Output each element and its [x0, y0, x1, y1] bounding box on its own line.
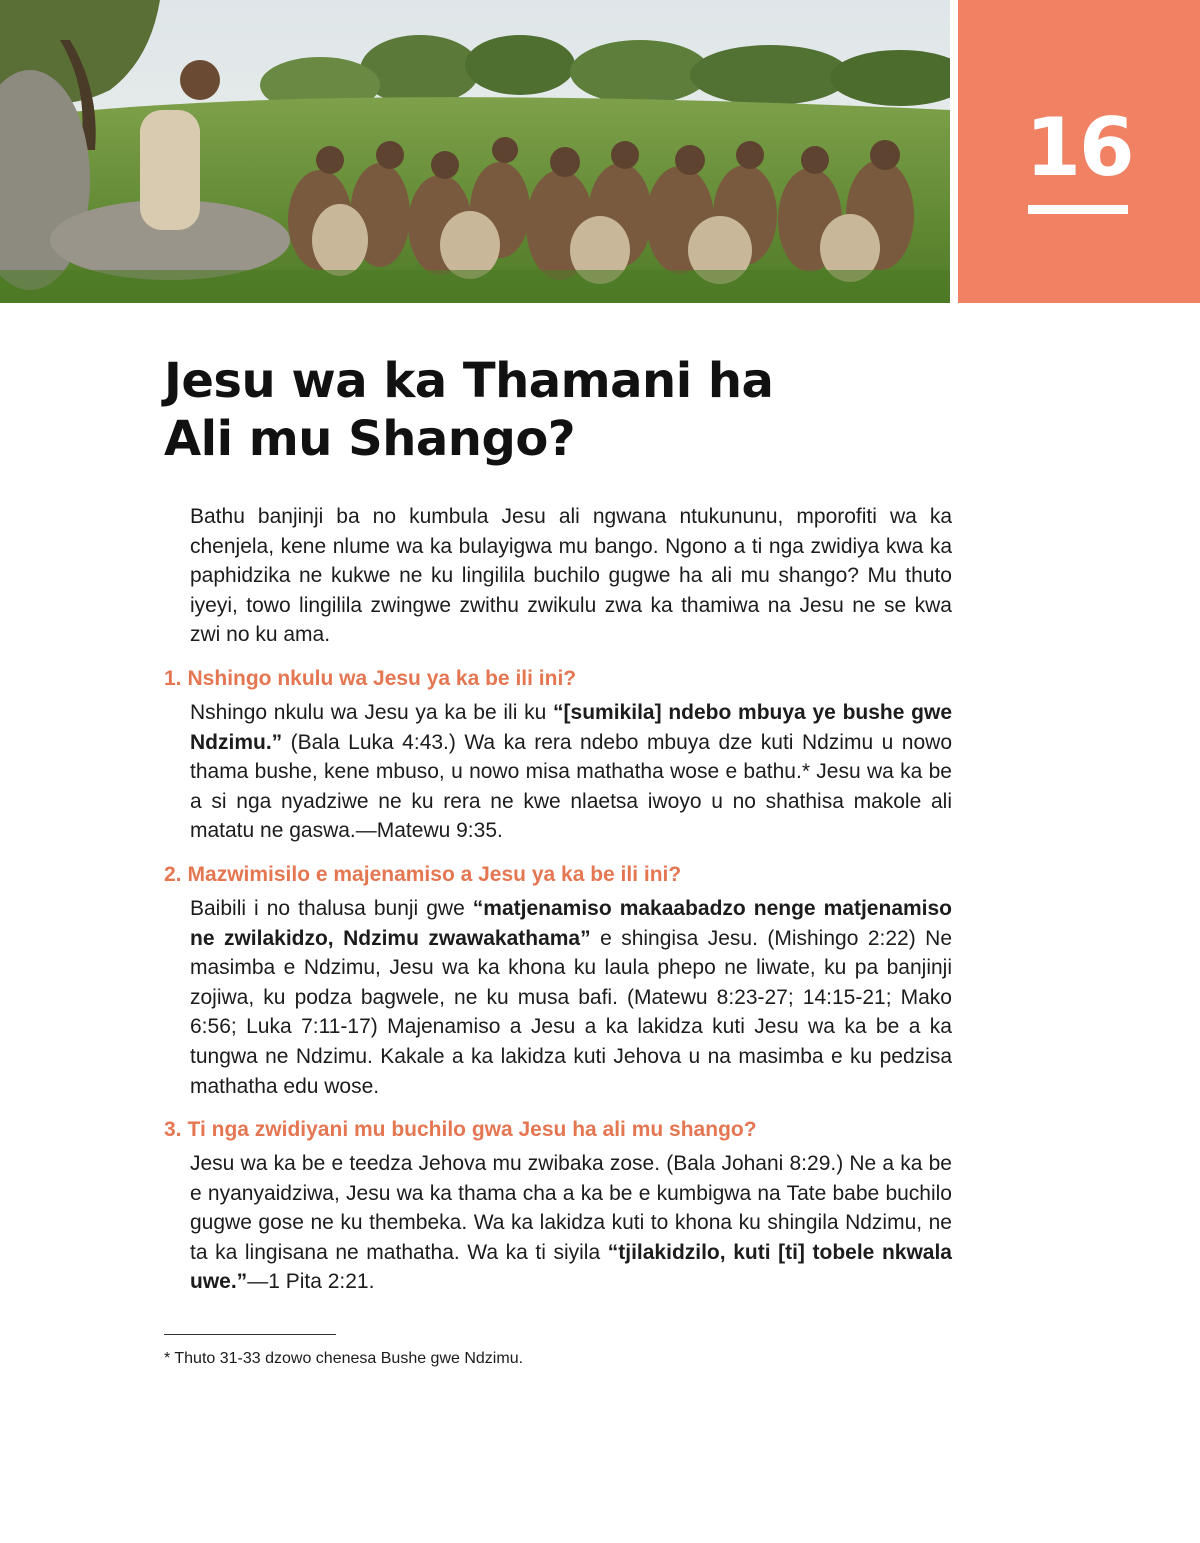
header-illustration [0, 0, 950, 303]
answer-paragraph [190, 1149, 952, 1297]
intro-paragraph: Bathu banjinji ba no kumbula Jesu ali ngwana ntukununu, mporofiti wa ka chenjela, kene nlume wa ka bulayigwa mu bango. Ngono a ti nga zwidiya kwa ka paphidzika ne kukwe ne ku lingilila buchilo gugwe ha ali mu shango? Mu thuto iyeyi, towo lingilila zwingwe zwithu zwikulu zwa ka thamiwa na Jesu ne se kwa zwi no ku ama. [190, 505, 952, 647]
question-text: Nshingo nkulu wa Jesu ya ka be ili ini? [187, 666, 577, 690]
chapter-number: 16 [1025, 101, 1133, 194]
page-title [164, 352, 944, 468]
answer-text: (Bala Luka 4:43.) Wa ka rera ndebo mbuya dze kuti Ndzimu u nowo thama bushe, kene mbuso, u nowo misa mathatha wose e bathu.* Jesu wa ka be a si nga nyadziwe ne ku rera ne kwe nlaetsa iwoyo u no shathisa makole ali matatu ne gaswa.—Matewu 9:35. [190, 730, 952, 843]
question-number: 2. [164, 862, 182, 886]
question-number: 1. [164, 666, 182, 690]
section-2 [164, 860, 952, 1101]
answer-text: Baibili i no thalusa bunji gwe [190, 896, 473, 920]
question-number: 3. [164, 1118, 182, 1142]
section-3 [164, 1115, 952, 1297]
chapter-number-box [958, 0, 1200, 303]
footnote-divider [164, 1334, 336, 1335]
answer-text: Nshingo nkulu wa Jesu ya ka be ili ku [190, 700, 554, 724]
question-heading [164, 1115, 952, 1145]
question-text: Ti nga zwidiyani mu buchilo gwa Jesu ha ali mu shango? [187, 1118, 757, 1142]
bold-quote: “tjilakidzilo, kuti [ti] tobele nkwala uwe.” [190, 1240, 952, 1294]
lesson-content [164, 502, 952, 1297]
crowd-on-hillside-picture [0, 0, 950, 303]
chapter-underline [1028, 205, 1128, 214]
answer-text: e shingisa Jesu. (Mishingo 2:22) Ne masimba e Ndzimu, Jesu wa ka khona ku laula phepo ne liwate, ku pa banjinji zojiwa, ku podza bagwele, ne ku musa bafi. (Matewu 8:23-27; 14:15-21; Mako 6:56; Luka 7:11-17) Majenamiso a Jesu a ka lakidza kuti Jesu wa ka be a ka tungwa ne Ndzimu. Kakale a ka lakidza kuti Jehova u na masimba e ku pedzisa mathatha edu wose. [190, 926, 953, 1098]
title-line-1: Jesu wa ka Thamani ha [164, 353, 774, 409]
answer-paragraph [190, 698, 952, 846]
bold-quote: “[sumikila] ndebo mbuya ye bushe gwe Ndzimu.” [190, 700, 953, 754]
answer-paragraph [190, 894, 952, 1101]
question-heading [164, 664, 952, 694]
answer-text: Jesu wa ka be e teedza Jehova mu zwibaka zose. (Bala Johani 8:29.) Ne a ka be e nyanyaidziwa, Jesu wa ka thama cha a ka be e kumbigwa na Tate babe buchilo gugwe gose ne ku thembeka. Wa ka lakidza kuti to khona ku shingila Ndzimu, ne ta ka lingisana ne mathatha. Wa ka ti siyila [190, 1152, 952, 1264]
question-text: Mazwimisilo e majenamiso a Jesu ya ka be ili ini? [187, 862, 682, 886]
footnote: * Thuto 31-33 dzowo chenesa Bushe gwe Ndzimu. [164, 1350, 524, 1367]
section-1 [164, 664, 952, 846]
title-line-2: Ali mu Shango? [164, 411, 576, 467]
question-heading [164, 860, 952, 890]
bold-quote: “matjenamiso makaabadzo nenge matjenamiso ne zwilakidzo, Ndzimu zwawakathama” [190, 896, 953, 950]
answer-text: —1 Pita 2:21. [247, 1270, 375, 1294]
